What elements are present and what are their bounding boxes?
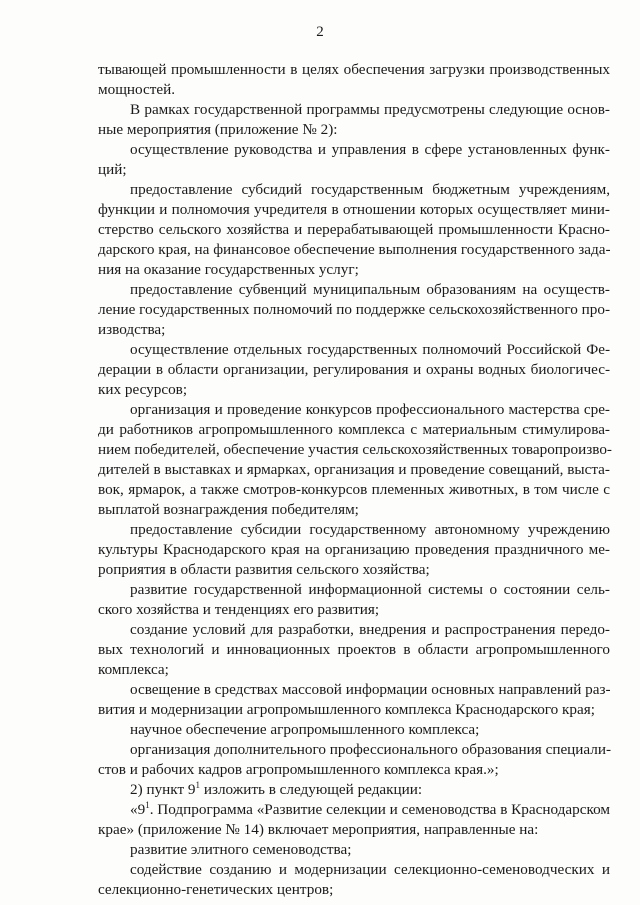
text-line: 2) пункт $9^1$ изложить в следующей редакции: [130,780,423,798]
superscript: 1 [145,800,150,810]
text-line: комплекса; [98,661,169,678]
text-line: вок, ярмарок, а также смотров-конкурсов племенных животных, в том числе с [98,481,610,498]
text-line: дерации в области организации, регулирования и охраны водных биологичес- [98,361,610,378]
text-line: мощностей. [98,81,176,98]
text-line: вития и модернизации агропромышленного комплекса Краснодарского края; [98,701,595,718]
text-line: содействие созданию и модернизации селекционно-семеноводческих и [130,861,610,878]
text-line: развитие государственной информационной системы о состоянии сель- [130,581,610,598]
text-line: вых технологий и инновационных проектов в области агропромышленного [98,641,610,658]
text-line: осуществление отдельных государственных полномочий Российской Фе- [130,341,610,358]
text-line: «$9^1$. Подпрограмма «Развитие селекции и семеноводства в Краснодарском [130,800,610,818]
text-line: осуществление руководства и управления в сфере установленных функ- [130,141,610,158]
text-line: функции и полномочия учредителя в отношении которых осуществляет мини- [98,201,610,218]
text-line: роприятия в области развития сельского хозяйства; [98,561,430,578]
text-line: стов и рабочих кадров агропромышленного комплекса края.»; [98,761,499,778]
text-line: предоставление субвенций муниципальным образованиям на осуществ- [130,281,610,298]
text-line: ди работников агропромышленного комплекса с материальным стимулирова- [98,421,610,438]
text-line: предоставление субсидии государственному автономному учреждению [130,521,610,538]
text-line: ского хозяйства и тенденциях его развития; [98,601,380,618]
text-line: организация дополнительного профессионального образования специали- [130,741,612,758]
page-number: 2 [316,24,324,40]
text-line: развитие элитного семеноводства; [130,841,352,858]
text-line: ные мероприятия (приложение № 2): [98,121,338,138]
text-line: освещение в средствах массовой информации основных направлений раз- [130,681,611,698]
text-line: ких ресурсов; [98,381,188,398]
text-line: дителей в выставках и ярмарках, организация и проведение совещаний, выста- [98,461,610,478]
text-line: культуры Краснодарского края на организацию проведения праздничного ме- [98,541,610,558]
text-line: создание условий для разработки, внедрения и распространения передо- [130,621,610,638]
text-line: селекционно-генетических центров; [98,881,334,898]
superscript: 1 [195,780,201,790]
text-line: организация и проведение конкурсов профессионального мастерства сре- [130,401,610,418]
text-line: ций; [98,161,127,178]
text-line: предоставление субсидий государственным бюджетным учреждениям, [130,181,610,198]
text-line: тывающей промышленности в целях обеспечения загрузки производственных [98,61,610,78]
text-line: В рамках государственной программы предусмотрены следующие основ- [130,101,610,118]
text-line: ния на оказание государственных услуг; [98,261,359,278]
text-line: дарского края, на финансовое обеспечение выполнения государственного зада- [98,241,611,258]
text-line: выплатой вознаграждения победителям; [98,501,359,518]
text-line: крае» (приложение № 14) включает мероприятия, направленные на: [98,821,539,838]
text-line: изводства; [98,321,166,338]
text-line: ление государственных полномочий по поддержке сельскохозяйственного про- [98,301,611,318]
text-line: нием победителей, обеспечение участия сельскохозяйственных товаропроизво- [98,441,612,458]
text-line: научное обеспечение агропромышленного комплекса; [130,721,480,738]
text-line: стерство сельского хозяйства и перерабатывающей промышленности Красно- [98,221,610,238]
